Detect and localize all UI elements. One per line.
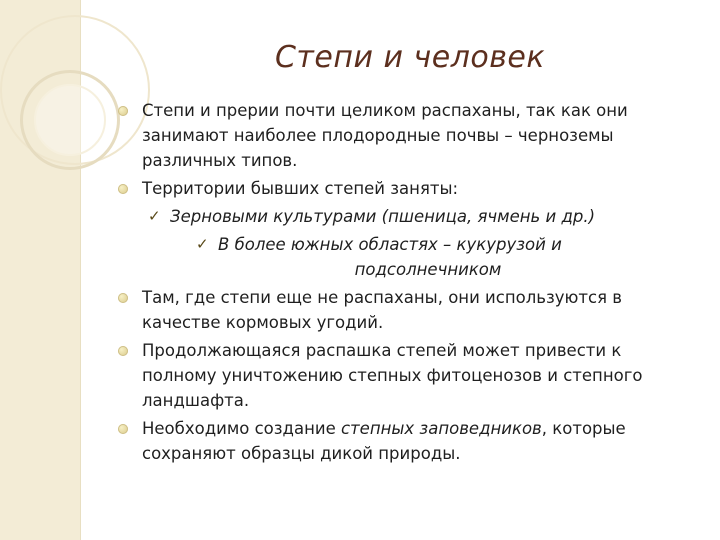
- bullet-text: Продолжающаяся распашка степей может привести к полному уничтожению степных фитоценозов и степного ландшафта.: [142, 341, 643, 410]
- bullet-icon: [118, 293, 128, 303]
- bullet-text: Там, где степи еще не распаханы, они используются в качестве кормовых угодий.: [142, 288, 623, 332]
- sub-item: [118, 204, 698, 229]
- slide-content: [118, 98, 698, 469]
- bullet-item: [118, 416, 698, 466]
- sub-item-text-continued: подсолнечником: [354, 260, 502, 279]
- sub-item: [118, 232, 698, 282]
- bullet-text-after: , которые сохраняют образцы дикой природы.: [142, 419, 626, 463]
- bullet-icon: [118, 346, 128, 356]
- bullet-text: Степи и прерии почти целиком распаханы, так как они занимают наиболее плодородные почвы – черноземы различных типов.: [142, 101, 628, 170]
- checkmark-icon: ✓: [148, 207, 161, 225]
- bullet-item: [118, 285, 698, 335]
- sub-item-text: Зерновыми культурами (пшеница, ячмень и др.): [170, 207, 596, 226]
- bullet-text-emphasis: степных заповедников: [340, 419, 542, 438]
- checkmark-icon: ✓: [196, 235, 209, 253]
- bullet-item: [118, 338, 698, 413]
- sub-item-text: В более южных областях – кукурузой и: [218, 235, 562, 254]
- bullet-text-before: Необходимо создание: [142, 419, 341, 438]
- bullet-item: [118, 176, 698, 201]
- bullet-icon: [118, 424, 128, 434]
- slide-title: Степи и человек: [274, 40, 546, 75]
- decorative-circle-inner: [34, 84, 106, 156]
- bullet-icon: [118, 106, 128, 116]
- bullet-icon: [118, 184, 128, 194]
- bullet-item: [118, 98, 698, 173]
- bullet-text: Территории бывших степей заняты:: [142, 179, 459, 198]
